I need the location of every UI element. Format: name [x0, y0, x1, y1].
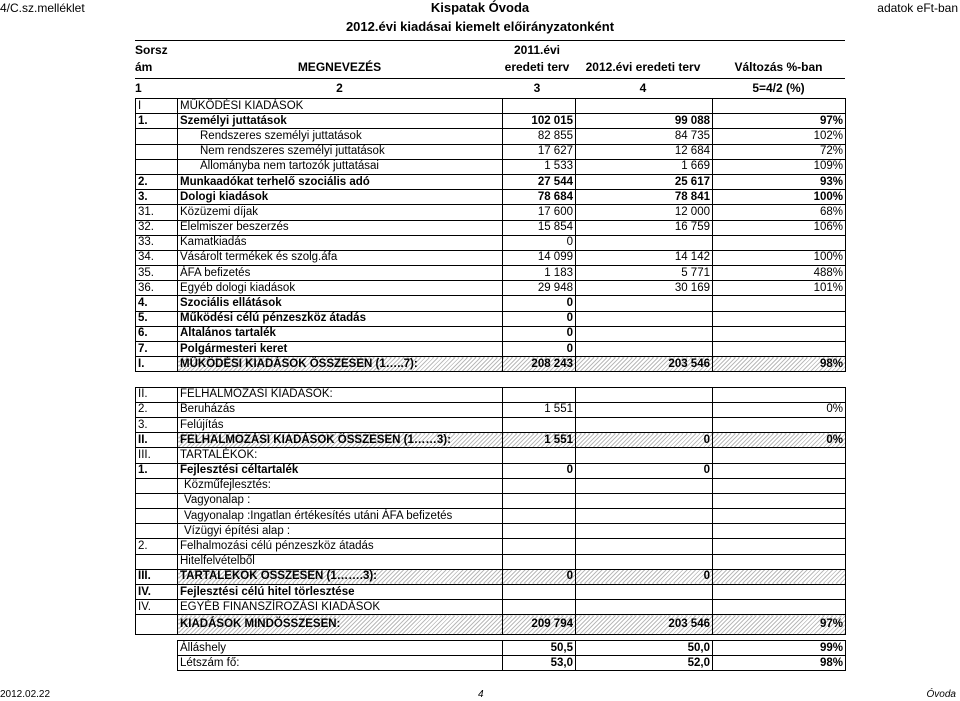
- row-label: KIADÁSOK MINDÖSSZESEN:: [178, 615, 503, 635]
- row-number: II.: [136, 387, 178, 402]
- value-2011: 0: [503, 296, 576, 311]
- row-label: Vízügyi építési alap :: [178, 524, 503, 539]
- value-2011: 1 533: [503, 159, 576, 174]
- row-number: 5.: [136, 311, 178, 326]
- row-label: Vagyonalap :Ingatlan értékesítés utáni ÁFA befizetés: [178, 509, 503, 524]
- value-2012: [576, 417, 713, 432]
- value-change: [713, 463, 846, 478]
- value-2012: 30 169: [576, 281, 713, 296]
- row-label: Vagyonalap :: [178, 493, 503, 508]
- table-row: [136, 387, 846, 402]
- row-label: Felújítás: [178, 417, 503, 432]
- row-number: 36.: [136, 281, 178, 296]
- row-number: [136, 493, 178, 508]
- row-label: Közműfejlesztés:: [178, 478, 503, 493]
- table-row: [136, 281, 846, 296]
- row-label: Működési célú pénzeszköz átadás: [178, 311, 503, 326]
- table-row: [136, 296, 846, 311]
- staff-change: 98%: [713, 656, 846, 671]
- row-label: Közüzemi díjak: [178, 205, 503, 220]
- value-2012: [576, 342, 713, 357]
- row-number: [136, 478, 178, 493]
- value-2012: 0: [576, 463, 713, 478]
- row-label: TARTALÉKOK ÖSSZESEN (1…….3):: [178, 569, 503, 584]
- table-row: [136, 235, 846, 250]
- table-row: [136, 402, 846, 417]
- col-header-megnevezes: MEGNEVEZÉS: [297, 60, 382, 74]
- value-change: 97%: [713, 114, 846, 129]
- value-2012: 0: [576, 569, 713, 584]
- value-2011: [503, 600, 576, 615]
- row-number: 4.: [136, 296, 178, 311]
- value-2011: [503, 478, 576, 493]
- row-label: [178, 372, 503, 387]
- table-row: [136, 326, 846, 341]
- value-change: 100%: [713, 250, 846, 265]
- row-number: 2.: [136, 174, 178, 189]
- staff-table: [177, 640, 846, 671]
- col-number-2: 2: [336, 81, 343, 95]
- value-2011: [503, 99, 576, 114]
- row-label: Munkaadókat terhelő szociális adó: [178, 174, 503, 189]
- row-label: Kamatkiadás: [178, 235, 503, 250]
- value-change: 98%: [713, 357, 846, 372]
- table-row: [136, 311, 846, 326]
- row-label: ÁFA befizetés: [178, 266, 503, 281]
- value-change: [713, 448, 846, 463]
- value-2012: [576, 99, 713, 114]
- value-2011: 82 855: [503, 129, 576, 144]
- value-change: [713, 326, 846, 341]
- staff-label: Álláshely: [178, 641, 503, 656]
- table-row: [136, 129, 846, 144]
- table-row: [136, 190, 846, 205]
- row-number: [136, 129, 178, 144]
- value-change: [713, 600, 846, 615]
- value-change: [713, 509, 846, 524]
- value-change: [713, 99, 846, 114]
- row-label: Élelmiszer beszerzés: [178, 220, 503, 235]
- value-2012: [576, 478, 713, 493]
- value-2011: 0: [503, 235, 576, 250]
- row-number: [136, 615, 178, 635]
- staff-label: Létszám fő:: [178, 656, 503, 671]
- row-number: IV.: [136, 585, 178, 600]
- row-number: [136, 524, 178, 539]
- value-2012: [576, 402, 713, 417]
- value-2012: [576, 311, 713, 326]
- col-header-sorszam: Sorszám: [135, 43, 168, 74]
- footer-page: 4: [478, 689, 484, 700]
- value-2011: [503, 448, 576, 463]
- value-2011: 27 544: [503, 174, 576, 189]
- table-row: [136, 144, 846, 159]
- row-label: Rendszeres személyi juttatások: [178, 129, 503, 144]
- value-2011: 0: [503, 326, 576, 341]
- value-2011: 1 551: [503, 433, 576, 448]
- row-label: Beruházás: [178, 402, 503, 417]
- value-2012: 99 088: [576, 114, 713, 129]
- value-2012: [576, 585, 713, 600]
- value-2011: 209 794: [503, 615, 576, 635]
- value-change: 68%: [713, 205, 846, 220]
- table-row: [136, 266, 846, 281]
- value-change: [713, 539, 846, 554]
- row-number: [136, 159, 178, 174]
- row-number: 2.: [136, 539, 178, 554]
- row-label: Vásárolt termékek és szolg.áfa: [178, 250, 503, 265]
- footer-date: 2012.02.22: [0, 689, 51, 700]
- value-2011: 102 015: [503, 114, 576, 129]
- col-number-4: 4: [639, 81, 647, 95]
- value-2012: [576, 387, 713, 402]
- value-2012: [576, 326, 713, 341]
- table-row: [136, 159, 846, 174]
- value-2012: 14 142: [576, 250, 713, 265]
- value-change: 106%: [713, 220, 846, 235]
- header-rule: [135, 78, 845, 79]
- row-label: MŰKÖDÉSI KIADÁSOK ÖSSZESEN (1…..7):: [178, 357, 503, 372]
- row-label: Egyéb dologi kiadások: [178, 281, 503, 296]
- row-label: Polgármesteri keret: [178, 342, 503, 357]
- row-number: [136, 144, 178, 159]
- institution-title: Kispatak Óvoda: [430, 0, 530, 15]
- value-2011: [503, 554, 576, 569]
- table-row: [136, 615, 846, 635]
- document-code: 4/C.sz.melléklet: [0, 1, 85, 15]
- value-2012: [576, 509, 713, 524]
- value-2011: 14 099: [503, 250, 576, 265]
- col-number-5: 5=4/2 (%): [752, 81, 805, 95]
- table-row: [136, 205, 846, 220]
- row-number: 31.: [136, 205, 178, 220]
- value-change: 100%: [713, 190, 846, 205]
- staff-row: [178, 641, 846, 656]
- row-number: 2.: [136, 402, 178, 417]
- value-change: [713, 387, 846, 402]
- value-2011: [503, 372, 576, 387]
- value-change: [713, 585, 846, 600]
- table-row: [136, 585, 846, 600]
- value-change: [713, 342, 846, 357]
- value-2012: 12 000: [576, 205, 713, 220]
- value-2012: 1 669: [576, 159, 713, 174]
- value-change: 97%: [713, 615, 846, 635]
- row-number: 1.: [136, 463, 178, 478]
- table-row: [136, 433, 846, 448]
- value-2011: [503, 509, 576, 524]
- value-2011: [503, 387, 576, 402]
- row-number: 1.: [136, 114, 178, 129]
- table-row: [136, 174, 846, 189]
- header-top-rule: [135, 40, 845, 41]
- value-2012: 78 841: [576, 190, 713, 205]
- table-row: [136, 99, 846, 114]
- table-row: [136, 478, 846, 493]
- value-2011: [503, 539, 576, 554]
- staff-change: 99%: [713, 641, 846, 656]
- row-number: 7.: [136, 342, 178, 357]
- table-row: [136, 250, 846, 265]
- value-2012: 5 771: [576, 266, 713, 281]
- staff-2011: 53,0: [503, 656, 576, 671]
- row-number: IV.: [136, 600, 178, 615]
- value-2012: 203 546: [576, 615, 713, 635]
- value-2011: [503, 585, 576, 600]
- staff-row: [178, 656, 846, 671]
- value-change: [713, 524, 846, 539]
- row-number: 34.: [136, 250, 178, 265]
- value-2012: [576, 296, 713, 311]
- value-2012: 84 735: [576, 129, 713, 144]
- table-row: [136, 493, 846, 508]
- document-title: 2012.évi kiadásai kiemelt előirányzatonként: [345, 19, 615, 34]
- value-2011: [503, 493, 576, 508]
- row-label: Fejlesztési céltartalék: [178, 463, 503, 478]
- row-number: III.: [136, 569, 178, 584]
- value-2012: [576, 600, 713, 615]
- table-row: [136, 342, 846, 357]
- value-2012: [576, 554, 713, 569]
- row-number: 33.: [136, 235, 178, 250]
- table-row: [136, 220, 846, 235]
- value-change: [713, 478, 846, 493]
- value-2012: [576, 524, 713, 539]
- staff-2012: 50,0: [576, 641, 713, 656]
- value-2011: 15 854: [503, 220, 576, 235]
- value-2011: 208 243: [503, 357, 576, 372]
- value-2011: 1 551: [503, 402, 576, 417]
- row-number: II.: [136, 433, 178, 448]
- row-number: 35.: [136, 266, 178, 281]
- table-row: [136, 554, 846, 569]
- value-2011: 0: [503, 463, 576, 478]
- expenditure-table: [135, 98, 846, 635]
- row-label: Dologi kiadások: [178, 190, 503, 205]
- row-label: MŰKÖDÉSI KIADÁSOK: [178, 99, 503, 114]
- value-2012: [576, 235, 713, 250]
- value-2011: 0: [503, 569, 576, 584]
- row-label: Nem rendszeres személyi juttatások: [178, 144, 503, 159]
- row-number: 3.: [136, 417, 178, 432]
- row-number: [136, 509, 178, 524]
- table-row: [136, 524, 846, 539]
- value-2011: 0: [503, 311, 576, 326]
- value-2012: [576, 448, 713, 463]
- staff-2011: 50,5: [503, 641, 576, 656]
- value-change: 93%: [713, 174, 846, 189]
- value-2012: [576, 372, 713, 387]
- value-2012: 0: [576, 433, 713, 448]
- value-2012: 203 546: [576, 357, 713, 372]
- value-2011: 17 600: [503, 205, 576, 220]
- col-header-2012: 2012.évi eredeti terv: [585, 60, 701, 74]
- value-2012: [576, 493, 713, 508]
- row-number: 32.: [136, 220, 178, 235]
- table-row: [136, 448, 846, 463]
- value-change: [713, 493, 846, 508]
- row-number: I.: [136, 357, 178, 372]
- table-row: [136, 372, 846, 387]
- row-label: Felhalmozási célú pénzeszköz átadás: [178, 539, 503, 554]
- row-label: TARTALÉKOK:: [178, 448, 503, 463]
- row-number: [136, 554, 178, 569]
- value-change: 101%: [713, 281, 846, 296]
- col-number-1: 1: [135, 81, 142, 95]
- value-2012: [576, 539, 713, 554]
- row-number: [136, 372, 178, 387]
- table-row: [136, 509, 846, 524]
- value-2011: [503, 417, 576, 432]
- value-2012: 16 759: [576, 220, 713, 235]
- row-label: FELHALMOZÁSI KIADÁSOK ÖSSZESEN (1……3):: [178, 433, 503, 448]
- col-header-2011: 2011.évi eredeti terv: [504, 43, 570, 74]
- value-change: [713, 311, 846, 326]
- value-2011: 1 183: [503, 266, 576, 281]
- table-row: [136, 569, 846, 584]
- col-number-3: 3: [533, 81, 541, 95]
- value-change: [713, 372, 846, 387]
- row-label: Fejlesztési célú hitel törlesztése: [178, 585, 503, 600]
- value-2011: 0: [503, 342, 576, 357]
- row-number: I: [136, 99, 178, 114]
- table-row: [136, 463, 846, 478]
- row-label: Állományba nem tartozók juttatásai: [178, 159, 503, 174]
- value-change: 488%: [713, 266, 846, 281]
- row-label: Hitelfelvételből: [178, 554, 503, 569]
- row-label: EGYÉB FINANSZÍROZÁSI KIADÁSOK: [178, 600, 503, 615]
- value-2011: [503, 524, 576, 539]
- value-change: 102%: [713, 129, 846, 144]
- value-change: [713, 554, 846, 569]
- table-row: [136, 600, 846, 615]
- unit-note: adatok eFt-ban: [877, 1, 958, 15]
- row-label: FELHALMOZÁSI KIADÁSOK:: [178, 387, 503, 402]
- table-row: [136, 539, 846, 554]
- table-row: [136, 114, 846, 129]
- value-change: 109%: [713, 159, 846, 174]
- value-2011: 29 948: [503, 281, 576, 296]
- value-change: [713, 417, 846, 432]
- staff-2012: 52,0: [576, 656, 713, 671]
- row-number: 3.: [136, 190, 178, 205]
- value-2011: 17 627: [503, 144, 576, 159]
- table-row: [136, 357, 846, 372]
- row-number: 6.: [136, 326, 178, 341]
- value-change: 0%: [713, 433, 846, 448]
- value-change: 72%: [713, 144, 846, 159]
- value-2011: 78 684: [503, 190, 576, 205]
- col-header-change: Változás %-ban: [734, 60, 823, 74]
- row-label: Személyi juttatások: [178, 114, 503, 129]
- value-change: [713, 296, 846, 311]
- row-number: III.: [136, 448, 178, 463]
- table-row: [136, 417, 846, 432]
- footer-unit: Óvoda: [926, 689, 956, 700]
- row-label: Általános tartalék: [178, 326, 503, 341]
- value-2012: 12 684: [576, 144, 713, 159]
- value-change: [713, 569, 846, 584]
- value-change: [713, 235, 846, 250]
- value-2012: 25 617: [576, 174, 713, 189]
- row-label: Szociális ellátások: [178, 296, 503, 311]
- value-change: 0%: [713, 402, 846, 417]
